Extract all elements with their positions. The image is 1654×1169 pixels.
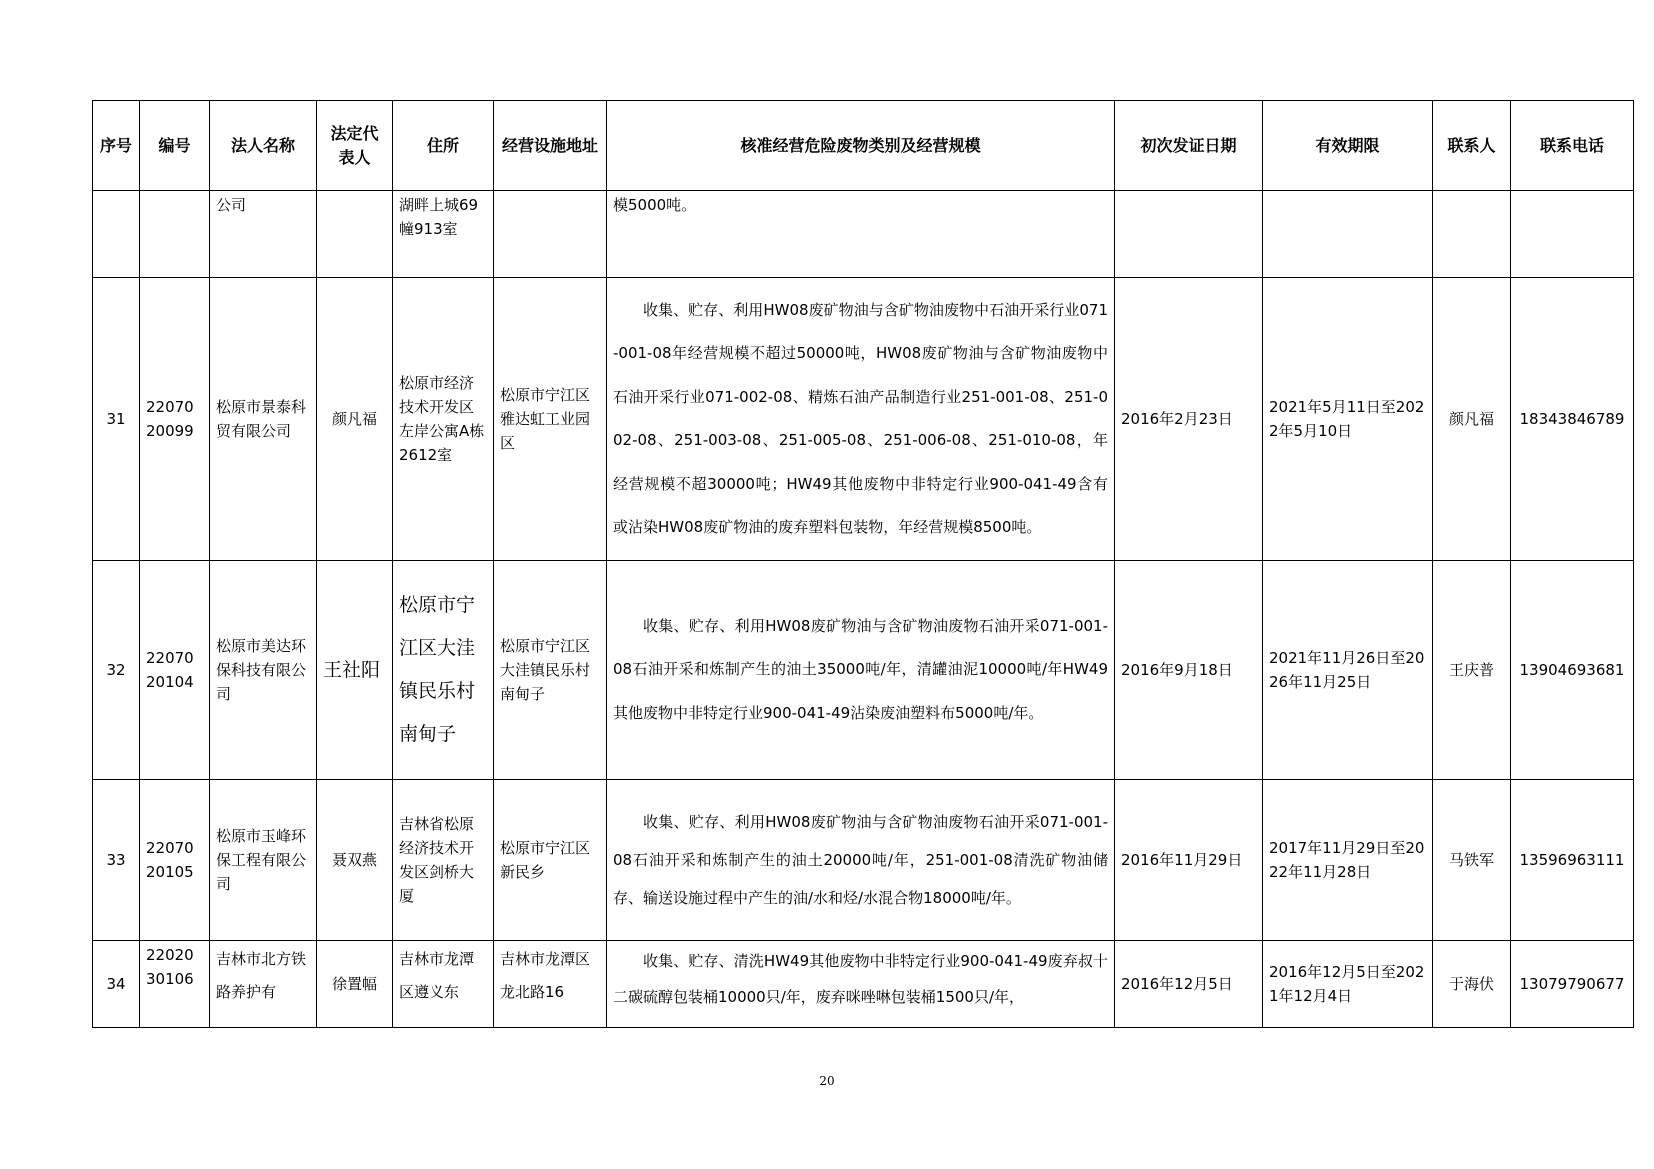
header-code: 编号 bbox=[140, 101, 210, 191]
cell-address: 松原市经济技术开发区左岸公寓A栋2612室 bbox=[393, 278, 494, 561]
cell-legal-rep: 颜凡福 bbox=[317, 278, 393, 561]
cell-scope: 收集、贮存、利用HW08废矿物油与含矿物油废物中石油开采行业071-001-08年经营规模不超过50000吨，HW08废矿物油与含矿物油废物中石油开采行业071-002-08、精炼石油产品制造行业251-001-08、251-002-08、251-003-08、251-005-08、251-006-08、251-010-08，年经营规模不超30000吨；HW49其他废物中非特定行业900-041-49含有或沾染HW08废矿物油的废弃塑料包装物，年经营规模8500吨。 bbox=[607, 278, 1115, 561]
cell-company-name: 公司 bbox=[210, 191, 317, 278]
cell-legal-rep bbox=[317, 191, 393, 278]
cell-first-issue-date: 2016年11月29日 bbox=[1115, 780, 1263, 941]
cell-first-issue-date: 2016年12月5日 bbox=[1115, 941, 1263, 1028]
cell-contact: 于海伏 bbox=[1433, 941, 1511, 1028]
cell-first-issue-date bbox=[1115, 191, 1263, 278]
header-seq: 序号 bbox=[93, 101, 140, 191]
cell-facility-address: 松原市宁江区新民乡 bbox=[494, 780, 607, 941]
cell-phone: 13596963111 bbox=[1511, 780, 1634, 941]
header-row bbox=[93, 101, 1634, 191]
cell-validity: 2017年11月29日至2022年11月28日 bbox=[1263, 780, 1433, 941]
header-scope: 核准经营危险废物类别及经营规模 bbox=[607, 101, 1115, 191]
cell-first-issue-date: 2016年2月23日 bbox=[1115, 278, 1263, 561]
cell-legal-rep: 聂双燕 bbox=[317, 780, 393, 941]
cell-contact bbox=[1433, 191, 1511, 278]
cell-legal-rep: 徐置幅 bbox=[317, 941, 393, 1028]
cell-contact: 马铁军 bbox=[1433, 780, 1511, 941]
cell-phone: 13079790677 bbox=[1511, 941, 1634, 1028]
cell-scope: 收集、贮存、利用HW08废矿物油与含矿物油废物石油开采071-001-08石油开采和炼制产生的油土35000吨/年，清罐油泥10000吨/年HW49其他废物中非特定行业900-041-49沾染废油塑料布5000吨/年。 bbox=[607, 561, 1115, 780]
cell-facility-address: 吉林市龙潭区龙北路16 bbox=[494, 941, 607, 1028]
cell-address: 湖畔上城69幢913室 bbox=[393, 191, 494, 278]
header-contact: 联系人 bbox=[1433, 101, 1511, 191]
header-validity: 有效期限 bbox=[1263, 101, 1433, 191]
cell-company-name: 吉林市北方铁路养护有 bbox=[210, 941, 317, 1028]
cell-seq bbox=[93, 191, 140, 278]
cell-address: 吉林市龙潭区遵义东 bbox=[393, 941, 494, 1028]
cell-company-name: 松原市景泰科贸有限公司 bbox=[210, 278, 317, 561]
table-row bbox=[93, 780, 1634, 941]
cell-code: 2207020099 bbox=[140, 278, 210, 561]
header-phone: 联系电话 bbox=[1511, 101, 1634, 191]
cell-code: 2202030106 bbox=[140, 941, 210, 1028]
cell-company-name: 松原市玉峰环保工程有限公司 bbox=[210, 780, 317, 941]
cell-contact: 王庆普 bbox=[1433, 561, 1511, 780]
license-table bbox=[92, 100, 1634, 1028]
page-number: 20 bbox=[819, 1074, 835, 1088]
header-company-name: 法人名称 bbox=[210, 101, 317, 191]
cell-validity: 2021年5月11日至2022年5月10日 bbox=[1263, 278, 1433, 561]
cell-code: 2207020104 bbox=[140, 561, 210, 780]
cell-legal-rep: 王社阳 bbox=[317, 561, 393, 780]
cell-facility-address: 松原市宁江区雅达虹工业园区 bbox=[494, 278, 607, 561]
cell-scope: 收集、贮存、清洗HW49其他废物中非特定行业900-041-49废弃叔十二碳硫醇包装桶10000只/年，废弃咪唑啉包装桶1500只/年， bbox=[607, 941, 1115, 1028]
cell-contact: 颜凡福 bbox=[1433, 278, 1511, 561]
cell-seq: 33 bbox=[93, 780, 140, 941]
table-row bbox=[93, 561, 1634, 780]
cell-code bbox=[140, 191, 210, 278]
cell-seq: 32 bbox=[93, 561, 140, 780]
cell-validity bbox=[1263, 191, 1433, 278]
cell-phone bbox=[1511, 191, 1634, 278]
table-row bbox=[93, 941, 1634, 1028]
cell-scope: 收集、贮存、利用HW08废矿物油与含矿物油废物石油开采071-001-08石油开采和炼制产生的油土20000吨/年，251-001-08清洗矿物油储存、输送设施过程中产生的油/水和烃/水混合物18000吨/年。 bbox=[607, 780, 1115, 941]
table-row bbox=[93, 278, 1634, 561]
cell-address: 吉林省松原经济技术开发区剑桥大厦 bbox=[393, 780, 494, 941]
header-first-issue-date: 初次发证日期 bbox=[1115, 101, 1263, 191]
cell-facility-address bbox=[494, 191, 607, 278]
cell-company-name: 松原市美达环保科技有限公司 bbox=[210, 561, 317, 780]
header-facility-address: 经营设施地址 bbox=[494, 101, 607, 191]
cell-first-issue-date: 2016年9月18日 bbox=[1115, 561, 1263, 780]
cell-validity: 2021年11月26日至2026年11月25日 bbox=[1263, 561, 1433, 780]
cell-scope: 模5000吨。 bbox=[607, 191, 1115, 278]
header-legal-rep: 法定代表人 bbox=[317, 101, 393, 191]
cell-facility-address: 松原市宁江区大洼镇民乐村南甸子 bbox=[494, 561, 607, 780]
cell-phone: 18343846789 bbox=[1511, 278, 1634, 561]
header-address: 住所 bbox=[393, 101, 494, 191]
table-row-continuation bbox=[93, 191, 1634, 278]
cell-seq: 34 bbox=[93, 941, 140, 1028]
cell-validity: 2016年12月5日至2021年12月4日 bbox=[1263, 941, 1433, 1028]
cell-seq: 31 bbox=[93, 278, 140, 561]
cell-phone: 13904693681 bbox=[1511, 561, 1634, 780]
cell-code: 2207020105 bbox=[140, 780, 210, 941]
cell-address: 松原市宁江区大洼镇民乐村南甸子 bbox=[393, 561, 494, 780]
